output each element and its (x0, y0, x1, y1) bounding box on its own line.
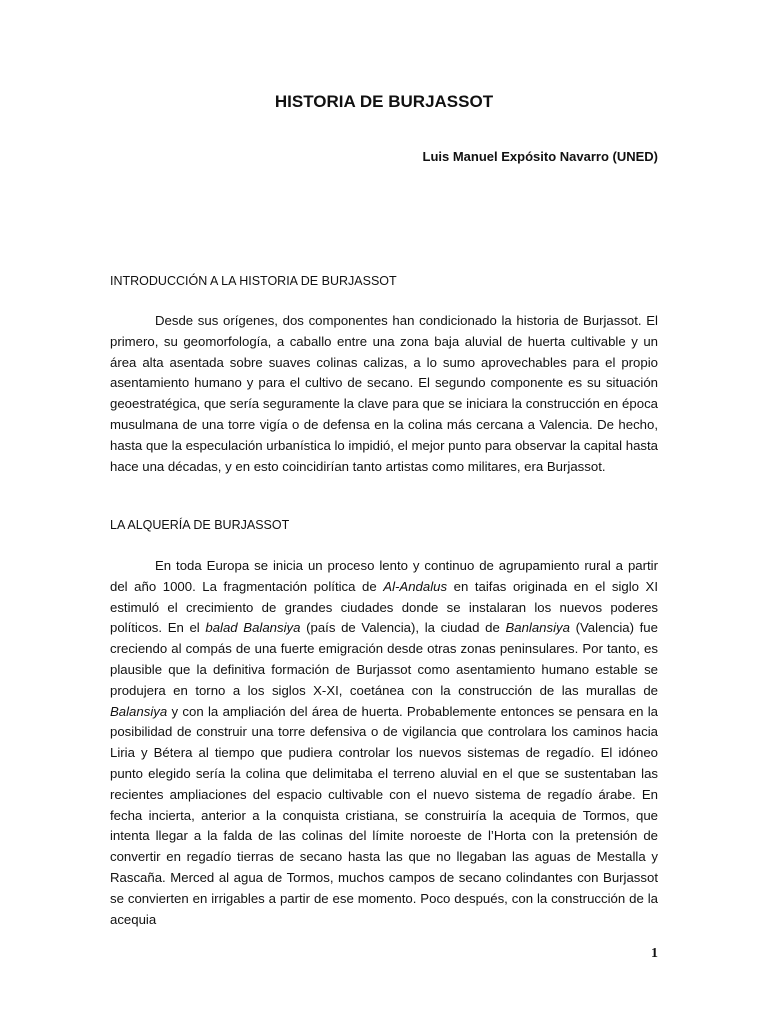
italic-term-balansiya: Balansiya (110, 703, 168, 719)
paragraph-introduccion (110, 311, 658, 477)
italic-term-banlansiya: Banlansiya (505, 620, 570, 636)
paragraph-alqueria (110, 556, 658, 930)
author-line: Luis Manuel Expósito Navarro (UNED) (422, 149, 658, 164)
section-heading-introduccion: INTRODUCCIÓN A LA HISTORIA DE BURJASSOT (110, 274, 397, 288)
text-run: en taifas originada en el siglo XI estimuló el crecimiento de grandes ciudades donde se instalaran los nuevos poderes políticos. En el (110, 578, 658, 636)
text-run: (Valencia) fue creciendo al compás de una fuerte emigración desde otras zonas peninsulares. Por tanto, es plausible que la definitiva formación de Burjassot como asentamiento humano estable se produjera en torno a los siglos X-XI, coetánea con la construcción de las murallas de (110, 620, 658, 698)
text-run: (país de Valencia), la ciudad de (300, 620, 506, 636)
italic-term-al-andalus: Al-Andalus (383, 578, 448, 594)
document-title: HISTORIA DE BURJASSOT (274, 92, 494, 111)
page-number: 1 (651, 946, 658, 961)
italic-term-balad-balansiya: balad Balansiya (205, 620, 301, 636)
paragraph-text: Desde sus orígenes, dos componentes han condicionado la historia de Burjassot. El primero, su geomorfología, a caballo entre una zona baja aluvial de huerta cultivable y un área alta asentada sobre suaves colinas calizas, a lo sumo aprovechables para el propio asentamiento humano y para el cultivo de secano. El segundo componente es su situación geoestratégica, que sería seguramente la clave para que se iniciara la construcción en época musulmana de una torre vigía o de defensa en la colina más cercana a Valencia. De hecho, hasta que la especulación urbanística lo impidió, el mejor punto para observar la capital hasta hace una décadas, y en esto coincidirían tanto artistas como militares, era Burjassot. (110, 313, 658, 474)
text-run: En toda Europa se inicia un proceso lento y continuo de agrupamiento rural a partir del año 1000. La fragmentación política de (110, 558, 658, 594)
text-run: y con la ampliación del área de huerta. Probablemente entonces se pensara en la posibilidad de construir una torre defensiva o de vigilancia que controlara los caminos hacia Liria y Bétera al tiempo que pudiera controlar los nuevos sistemas de regadío. El idóneo punto elegido sería la colina que delimitaba el terreno aluvial en el que se sustentaban las recientes ampliaciones del espacio cultivable con el nuevo sistema de regadío árabe. En fecha incierta, anterior a la conquista cristiana, se construiría la acequia de Tormos, que intenta llegar a la falda de las colinas del límite noroeste de l’Horta con la pretensión de convertir en regadío tierras de secano hasta las que no llegaban las aguas de Mestalla y Rascaña. Merced al agua de Tormos, muchos campos de secano colindantes con Burjassot se convierten en irrigables a partir de ese momento. Poco después, con la construcción de la acequia (110, 703, 658, 927)
document-page (110, 0, 658, 1024)
section-heading-alqueria: LA ALQUERÍA DE BURJASSOT (110, 518, 290, 532)
